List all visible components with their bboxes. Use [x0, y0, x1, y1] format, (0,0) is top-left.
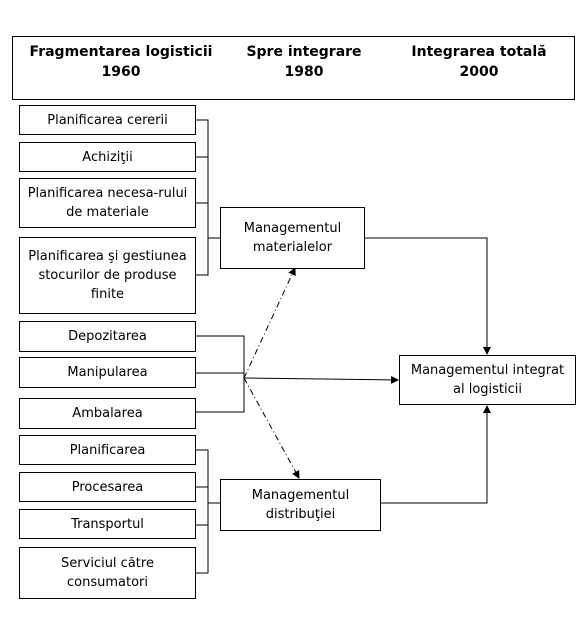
era-label: Integrarea totală — [411, 44, 547, 60]
materials-bracket — [195, 120, 208, 275]
activity-transport: Transportul — [19, 509, 196, 539]
middle-to-materials-dashed-arrow — [244, 268, 295, 378]
activity-customer-service: Serviciul către consumatori — [19, 547, 196, 599]
activity-finished-goods-inventory: Planificarea şi gestiunea stocurilor de produse finite — [19, 237, 196, 314]
activity-handling: Manipularea — [19, 357, 196, 388]
distribution-management-box: Managementul distribuţiei — [220, 479, 381, 531]
era-year: 1980 — [284, 64, 324, 80]
activity-material-requirements-planning: Planificarea necesa-rului de materiale — [19, 178, 196, 228]
integrated-logistics-management-box: Managementul integrat al logisticii — [399, 355, 576, 405]
distribution-to-integrated-arrow — [380, 406, 487, 503]
middle-to-distribution-dashed-arrow — [244, 378, 299, 478]
activity-procurement: Achiziţii — [19, 142, 196, 172]
era-label: Spre integrare — [246, 44, 362, 60]
middle-to-integrated-arrow — [244, 378, 398, 380]
materials-to-integrated-arrow — [364, 238, 487, 354]
materials-management-box: Managementul materialelor — [220, 207, 365, 269]
era-year: 2000 — [459, 64, 499, 80]
middle-bracket — [195, 336, 244, 412]
era-label: Fragmentarea logisticii — [29, 44, 213, 60]
era-year: 1960 — [101, 64, 141, 80]
activity-planning: Planificarea — [19, 435, 196, 465]
activity-processing: Procesarea — [19, 472, 196, 502]
activity-warehousing: Depozitarea — [19, 321, 196, 352]
distribution-bracket — [195, 450, 208, 573]
activity-packaging: Ambalarea — [19, 398, 196, 429]
activity-demand-planning: Planificarea cererii — [19, 105, 196, 135]
